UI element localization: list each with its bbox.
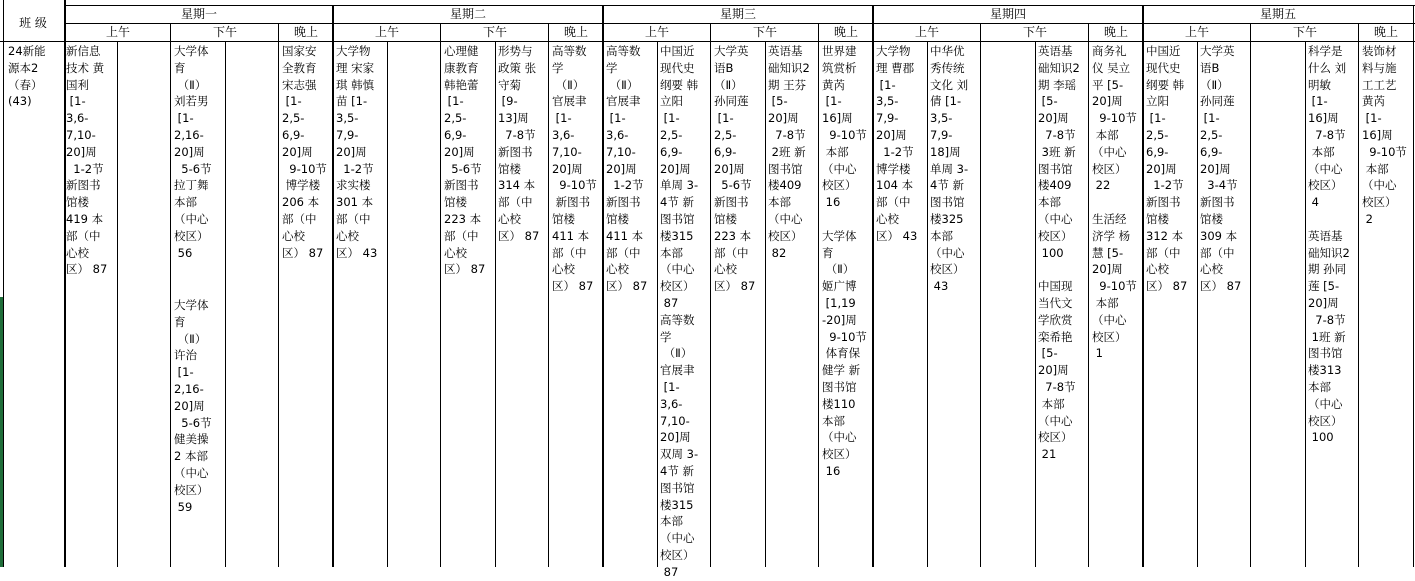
course-cell-mon-pm1-a[interactable]: 大学体 育 （Ⅱ） 刘若男 [1- 2,16- 20]周 5-6节 拉丁舞 本部 （中心 校区） 56 [174, 44, 212, 260]
part-header-tue-eve: 晚上 [563, 25, 588, 39]
course-cell-mon-pm1-b[interactable]: 大学体 育 （Ⅱ） 许治 [1- 2,16- 20]周 5-6节 健美操 2 本部 （中心 校区） 59 [174, 298, 212, 514]
course-cell-thu-am1[interactable]: 大学物 理 曹郡 [1- 3,5- 7,9- 20]周 1-2节 博学楼 104 本 部（中 心校 区） 43 [876, 44, 918, 243]
course-cell-wed-pm1[interactable]: 大学英 语B （Ⅱ） 孙同莲 [1- 2,5- 6,9- 20]周 5-6节 新图书 馆楼 223 本 部（中 心校 区） 87 [714, 44, 756, 294]
course-cell-tue-eve[interactable]: 高等数 学 （Ⅱ） 官展聿 [1- 3,6- 7,10- 20]周 9-10节 新图书 馆楼 411 本 部（中 心校 区） 87 [552, 44, 597, 294]
course-cell-mon-eve[interactable]: 国家安 全教育 宋志强 [1- 2,5- 6,9- 20]周 9-10节 博学楼 206 本 部（中 心校 区） 87 [282, 44, 327, 260]
course-cell-tue-pm2[interactable]: 形势与 政策 张 守菊 [9- 13]周 7-8节 新图书 馆楼 314 本 部（中 心校 区） 87 [498, 44, 540, 243]
part-header-tue-pm: 下午 [482, 25, 507, 39]
part-header-tue-am: 上午 [374, 25, 399, 39]
day-header-thu: 星期四 [989, 7, 1026, 21]
class-header-label: 班 级 [19, 16, 47, 30]
course-cell-wed-eve[interactable]: 世界建 筑赏析 黄芮 [1- 16]周 9-10节 本部 （中心 校区） 16 大学体 育 （Ⅱ） 姬广博 [1,19 -20]周 9-10节 体育保 健学 新 图书馆 楼110 本部 （中心 校区） 16 [822, 44, 867, 478]
part-header-wed-eve: 晚上 [833, 25, 858, 39]
part-header-fri-pm: 下午 [1292, 25, 1317, 39]
course-cell-fri-am2[interactable]: 大学英 语B （Ⅱ） 孙同莲 [1- 2,5- 6,9- 20]周 3-4节 新图书 馆楼 309 本 部（中 心校 区） 87 [1200, 44, 1242, 294]
day-header-tue: 星期二 [449, 7, 486, 21]
grid-vline [278, 23, 279, 567]
part-header-mon-pm: 下午 [212, 25, 237, 39]
part-header-thu-eve: 晚上 [1103, 25, 1128, 39]
grid-vline [1035, 41, 1036, 567]
part-header-mon-am: 上午 [105, 25, 130, 39]
grid-vline [440, 23, 441, 567]
grid-hline [0, 41, 1415, 42]
part-header-thu-am: 上午 [914, 25, 939, 39]
course-cell-thu-pm2[interactable]: 英语基 础知识2 期 李瑶 [5- 20]周 7-8节 3班 新 图书馆 楼409 本部 （中心 校区） 100 中国现 当代文 学欣赏 栾希艳 [5- 20]周 7-8节 本部 （中心 校区） 21 [1038, 44, 1080, 462]
course-cell-tue-am1[interactable]: 大学物 理 宋家 琪 韩慎 苗 [1- 3,5- 7,9- 20]周 1-2节 求实楼 301 本 部（中 心校 区） 43 [336, 44, 378, 260]
grid-hline [64, 5, 1415, 6]
part-header-wed-pm: 下午 [752, 25, 777, 39]
course-cell-mon-am1[interactable]: 新信息 技术 黄 国利 [1- 3,6- 7,10- 20]周 1-2节 新图书 馆楼 419 本 部（中 心校 区） 87 [66, 44, 108, 277]
grid-vline [1142, 5, 1144, 567]
course-cell-wed-pm2[interactable]: 英语基 础知识2 期 王芬 [5- 20]周 7-8节 2班 新 图书馆 楼409 本部 （中心 校区） 82 [768, 44, 810, 260]
day-header-mon: 星期一 [180, 7, 217, 21]
part-header-fri-eve: 晚上 [1373, 25, 1398, 39]
grid-vline [170, 23, 171, 567]
course-cell-thu-eve[interactable]: 商务礼 仪 吴立 平 [5- 20]周 9-10节 本部 （中心 校区） 22 生活经 济学 杨 慧 [5- 20]周 9-10节 本部 （中心 校区） 1 [1092, 44, 1137, 361]
part-header-fri-am: 上午 [1184, 25, 1209, 39]
course-cell-fri-pm2[interactable]: 科学是 什么 刘 明敏 [1- 16]周 7-8节 本部 （中心 校区） 4 英语基 础知识2 期 孙同 莲 [5- 20]周 7-8节 1班 新 图书馆 楼313 本部 （中心 校区） 100 [1308, 44, 1350, 445]
grid-vline [1305, 41, 1306, 567]
grid-vline [3, 0, 4, 567]
course-cell-thu-am2[interactable]: 中华优 秀传统 文化 刘 倩 [1- 3,5- 7,9- 18]周 单周 3- 4节 新 图书馆 楼325 本部 （中心 校区） 43 [930, 44, 969, 294]
course-cell-fri-am1[interactable]: 中国近 现代史 纲要 韩 立阳 [1- 2,5- 6,9- 20]周 1-2节 新图书 馆楼 312 本 部（中 心校 区） 87 [1146, 44, 1188, 294]
part-header-mon-eve: 晚上 [293, 25, 318, 39]
course-cell-wed-am2[interactable]: 中国近 现代史 纲要 韩 立阳 [1- 2,5- 6,9- 20]周 单周 3- 4节 新 图书馆 楼315 本部 （中心 校区） 87 高等数 学 （Ⅱ） 官展聿 [1- 3,6- 7,10- 20]周 双周 3- 4节 新 图书馆 楼315 本部 （中心 校区） 87 [660, 44, 699, 579]
day-header-fri: 星期五 [1259, 7, 1296, 21]
course-cell-wed-am1[interactable]: 高等数 学 （Ⅱ） 官展聿 [1- 3,6- 7,10- 20]周 1-2节 新图书 馆楼 411 本 部（中 心校 区） 87 [606, 44, 648, 294]
course-cell-tue-pm1[interactable]: 心理健 康教育 韩艳蕾 [1- 2,5- 6,9- 20]周 5-6节 新图书 馆楼 223 本 部（中 心校 区） 87 [444, 44, 486, 277]
part-header-wed-am: 上午 [644, 25, 669, 39]
day-header-wed: 星期三 [719, 7, 756, 21]
part-header-thu-pm: 下午 [1022, 25, 1047, 39]
class-name-cell[interactable]: 24新能 源本2 （春） (43) [8, 44, 46, 109]
course-cell-fri-eve[interactable]: 装饰材 料与施 工工艺 黄芮 [1- 16]周 9-10节 本部 （中心 校区） 2 [1362, 44, 1407, 226]
grid-hline [64, 23, 1415, 24]
grid-vline [872, 5, 874, 567]
